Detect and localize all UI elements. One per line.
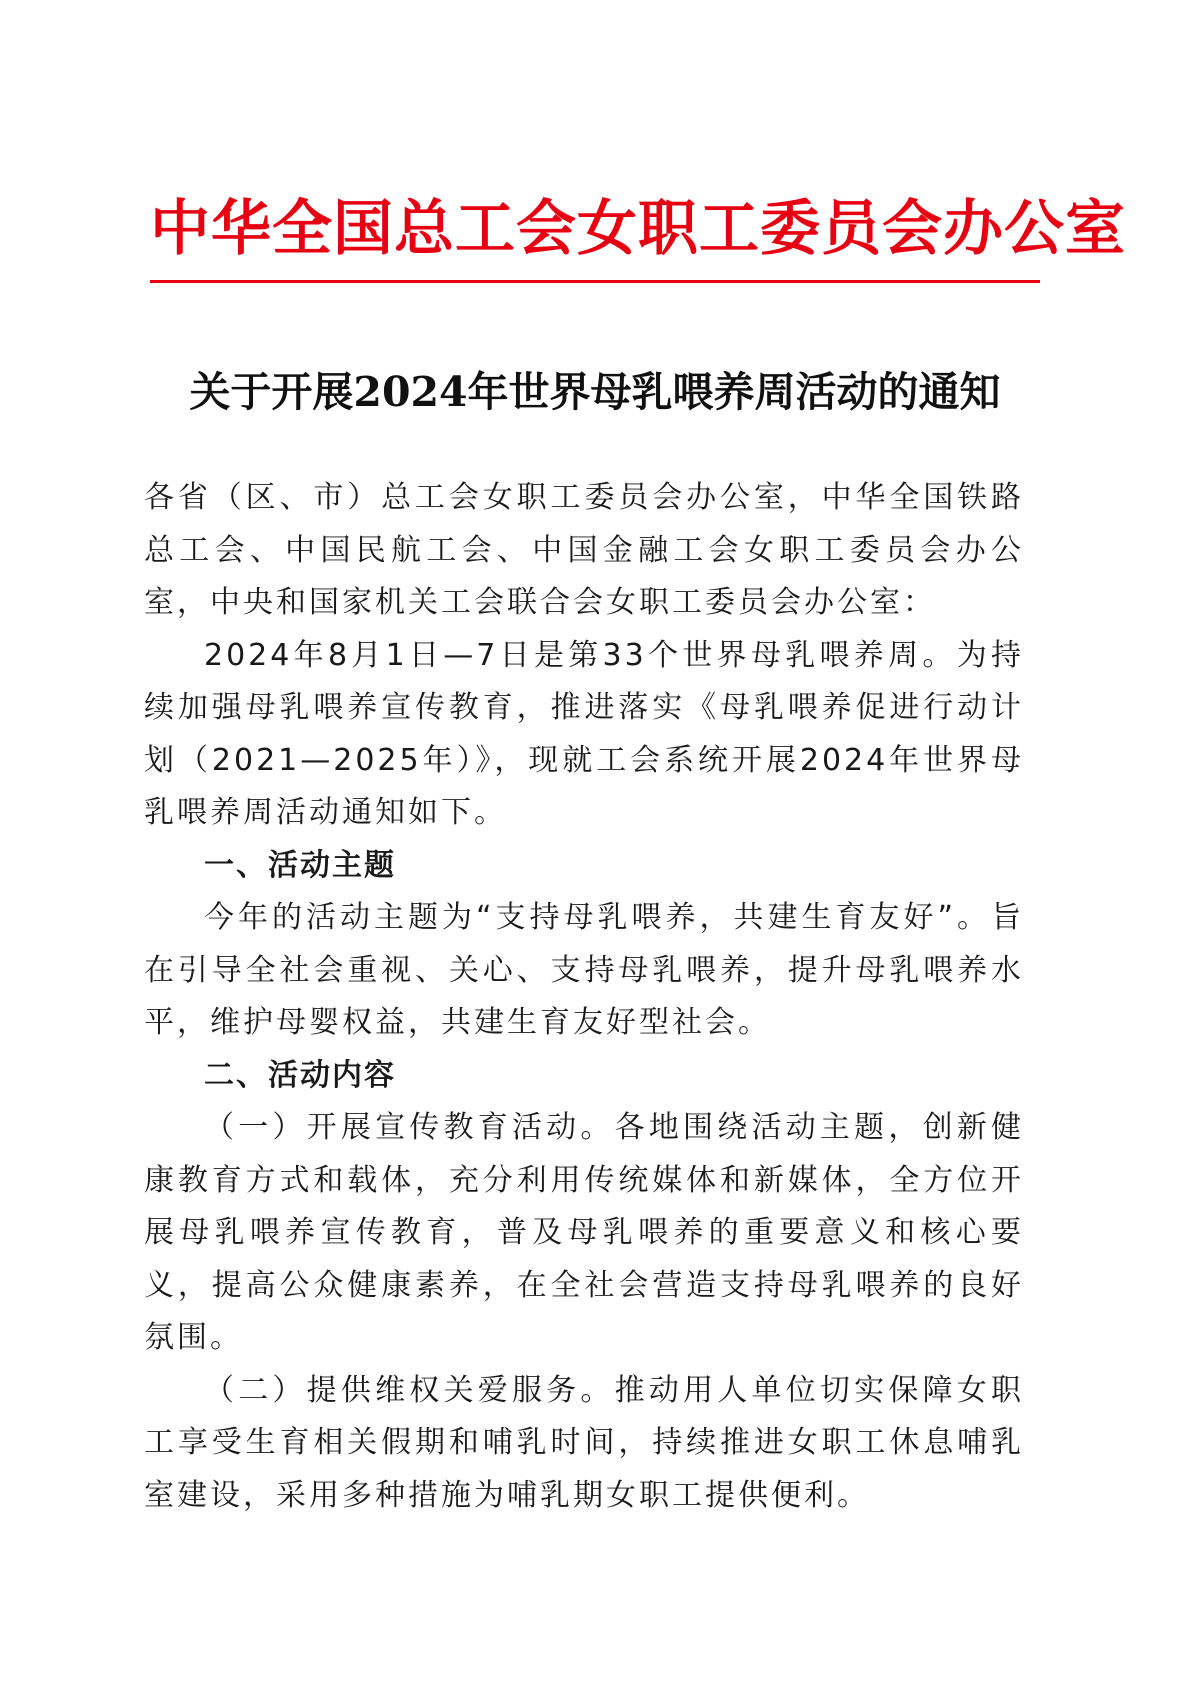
intro-paragraph: 2024年8月1日—7日是第33个世界母乳喂养周。为持续加强母乳喂养宣传教育，推进落实《母乳喂养促进行动计划（2021—2025年）》，现就工会系统开展2024年世界母乳喂养周活动通知如下。 — [144, 637, 1024, 830]
content-item-education: （一）开展宣传教育活动。各地围绕活动主题，创新健康教育方式和载体，充分利用传统媒体和新媒体，全方位开展母乳喂养宣传教育，普及母乳喂养的重要意义和核心要义，提高公众健康素养，在全社会营造支持母乳喂养的良好氛围。 — [144, 1110, 1024, 1355]
document-body — [144, 472, 1024, 1522]
section-heading-theme: 一、活动主题 — [204, 847, 396, 883]
content-item-services: （二）提供维权关爱服务。推动用人单位切实保障女职工享受生育相关假期和哺乳时间，持续推进女职工休息哺乳室建设，采用多种措施为哺乳期女职工提供便利。 — [144, 1372, 1024, 1513]
document-title: 关于开展2024年世界母乳喂养周活动的通知 — [189, 368, 1001, 416]
red-header-rule — [150, 280, 1040, 283]
issuing-organization-header: 中华全国总工会女职工委员会办公室 — [150, 194, 1126, 264]
salutation: 各省（区、市）总工会女职工委员会办公室，中华全国铁路总工会、中国民航工会、中国金融工会女职工委员会办公室，中央和国家机关工会联合会女职工委员会办公室： — [144, 480, 1024, 620]
section-heading-content: 二、活动内容 — [204, 1057, 396, 1093]
theme-paragraph: 今年的活动主题为“支持母乳喂养，共建生育友好”。旨在引导全社会重视、关心、支持母乳喂养，提升母乳喂养水平，维护母婴权益，共建生育友好型社会。 — [144, 900, 1024, 1040]
